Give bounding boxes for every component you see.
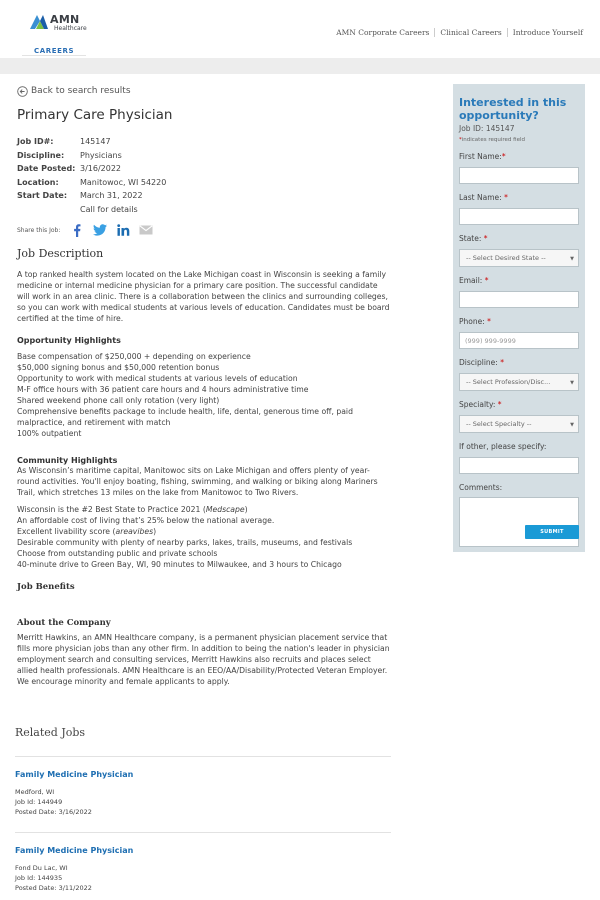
state-select-value: -- Select Desired State -- bbox=[466, 254, 546, 262]
job-description-heading: Job Description bbox=[17, 247, 104, 260]
required-star: * bbox=[459, 137, 462, 143]
date-posted-label: Date Posted: bbox=[17, 164, 76, 173]
opportunity-highlights-list bbox=[17, 351, 392, 439]
job-title: Primary Care Physician bbox=[17, 107, 173, 123]
state-label bbox=[459, 234, 579, 244]
comments-label: Comments: bbox=[459, 483, 503, 492]
form-title: Interested in this opportunity? bbox=[459, 96, 567, 122]
phone-label-text: Phone: bbox=[459, 317, 485, 326]
related-job-card bbox=[15, 832, 391, 893]
submit-button[interactable]: SUBMIT bbox=[525, 525, 579, 539]
required-star: * bbox=[504, 193, 508, 202]
livability-text: Excellent livability score ( bbox=[17, 527, 116, 536]
related-jobs bbox=[15, 726, 391, 893]
back-arrow-icon bbox=[17, 86, 28, 97]
amn-logo-mark-icon bbox=[28, 13, 50, 31]
date-posted-value: 3/16/2022 bbox=[80, 164, 122, 173]
last-name-label bbox=[459, 193, 579, 203]
chevron-down-icon: ▼ bbox=[570, 422, 574, 428]
job-meta bbox=[17, 135, 392, 216]
community-intro: As Wisconsin’s maritime capital, Manitowoc sits on Lake Michigan and offers plenty of year-round activities. You'll enjoy boating, fishing, swimming, and walking or biking along Mariners Trail, which stretches 13 miles on the lake from Manitowoc to Two Rivers. bbox=[17, 466, 378, 497]
nav-corporate-careers[interactable]: AMN Corporate Careers bbox=[336, 28, 430, 37]
facebook-icon[interactable] bbox=[70, 223, 84, 237]
email-label bbox=[459, 276, 579, 286]
discipline-form-label bbox=[459, 358, 579, 368]
community-highlights-heading: Community Highlights bbox=[17, 456, 118, 465]
linkedin-icon[interactable] bbox=[116, 223, 130, 237]
logo-name: AMN bbox=[50, 13, 80, 26]
job-meta-row bbox=[17, 135, 392, 149]
start-date-value: March 31, 2022 bbox=[80, 191, 143, 200]
list-item: Choose from outstanding public and private schools bbox=[17, 549, 218, 558]
nav-introduce-yourself[interactable]: Introduce Yourself bbox=[507, 28, 588, 37]
list-item: Comprehensive benefits package to include health, life, dental, generous time off, paid malpractice, and retirement with match bbox=[17, 407, 353, 427]
required-star: * bbox=[484, 276, 489, 285]
twitter-icon[interactable] bbox=[93, 223, 107, 237]
related-job-meta bbox=[15, 863, 391, 893]
last-name-field[interactable] bbox=[459, 208, 579, 225]
required-star: * bbox=[483, 234, 488, 243]
header-divider-band bbox=[0, 58, 600, 74]
amn-careers-logo[interactable] bbox=[22, 10, 86, 56]
required-star: * bbox=[497, 400, 502, 409]
comments-textarea[interactable] bbox=[459, 497, 579, 547]
discipline-select-value: -- Select Profession/Disc... bbox=[466, 378, 551, 386]
logo-careers-label: CAREERS bbox=[34, 47, 75, 55]
form-job-id: Job ID: 145147 bbox=[459, 124, 515, 133]
other-specify-label: If other, please specify: bbox=[459, 442, 547, 451]
job-meta-row bbox=[17, 176, 392, 190]
discipline-label: Discipline: bbox=[17, 150, 65, 160]
email-field[interactable] bbox=[459, 291, 579, 308]
list-item: 40-minute drive to Green Bay, WI, 90 minutes to Milwaukee, and 3 hours to Chicago bbox=[17, 560, 342, 569]
related-job-location: Fond Du Lac, WI bbox=[15, 864, 68, 872]
about-company-text: Merritt Hawkins, an AMN Healthcare company, is a permanent physician placement service that fills more physician jobs than any other firm. In addition to being the nation's leader in physician employment search and consulting services, Merritt Hawkins also recruits and places select allied health professionals. AMN Healthcare is an EEO/AA/Disability/Protected Veteran Employer. We encourage minority and female applicants to apply. bbox=[17, 633, 390, 686]
job-details bbox=[17, 84, 392, 687]
required-star: * bbox=[500, 358, 504, 367]
best-state-source: Medscape bbox=[205, 505, 245, 514]
required-note-text: indicates required field bbox=[461, 137, 525, 143]
list-item: $50,000 signing bonus and $50,000 retention bonus bbox=[17, 363, 220, 372]
related-job-title-link[interactable]: Family Medicine Physician bbox=[15, 846, 134, 855]
state-label-text: State: bbox=[459, 234, 482, 243]
job-id-label: Job ID#: bbox=[17, 137, 54, 146]
required-note bbox=[459, 137, 579, 143]
related-job-card bbox=[15, 756, 391, 832]
discipline-form-label-text: Discipline: bbox=[459, 358, 498, 367]
related-job-location: Medford, WI bbox=[15, 788, 55, 796]
required-star: * bbox=[501, 152, 506, 161]
job-meta-row bbox=[17, 189, 392, 203]
call-details-spacer bbox=[17, 203, 80, 217]
state-select[interactable] bbox=[459, 249, 579, 267]
list-item bbox=[17, 504, 392, 515]
list-item: Shared weekend phone call only rotation (very light) bbox=[17, 396, 220, 405]
location-label: Location: bbox=[17, 177, 59, 187]
community-highlights-list bbox=[17, 504, 392, 570]
job-benefits-heading: Job Benefits bbox=[17, 582, 75, 592]
related-job-posted: Posted Date: 3/16/2022 bbox=[15, 808, 92, 816]
job-meta-row bbox=[17, 203, 392, 217]
share-label: Share this Job: bbox=[17, 226, 61, 234]
chevron-down-icon: ▼ bbox=[570, 256, 574, 262]
phone-label bbox=[459, 317, 579, 327]
required-star: * bbox=[487, 317, 491, 326]
other-specify-field[interactable] bbox=[459, 457, 579, 474]
first-name-field[interactable] bbox=[459, 167, 579, 184]
discipline-value: Physicians bbox=[80, 150, 122, 160]
share-bar bbox=[17, 222, 392, 238]
job-meta-row bbox=[17, 149, 392, 163]
chevron-down-icon: ▼ bbox=[570, 380, 574, 386]
discipline-select[interactable] bbox=[459, 373, 579, 391]
related-job-id: Job Id: 144935 bbox=[15, 874, 63, 882]
about-company-heading: About the Company bbox=[17, 618, 111, 628]
specialty-select-value: -- Select Specialty -- bbox=[466, 420, 532, 428]
specialty-select[interactable] bbox=[459, 415, 579, 433]
list-item: Base compensation of $250,000 + depending on experience bbox=[17, 352, 251, 361]
start-date-label: Start Date: bbox=[17, 191, 68, 200]
livability-source: areavibes bbox=[115, 527, 154, 536]
related-job-posted: Posted Date: 3/11/2022 bbox=[15, 884, 92, 892]
back-link-label: Back to search results bbox=[31, 86, 131, 96]
list-item: An affordable cost of living that’s 25% below the national average. bbox=[17, 516, 275, 525]
related-job-title-link[interactable]: Family Medicine Physician bbox=[15, 770, 134, 779]
related-job-meta bbox=[15, 787, 391, 817]
last-name-label-text: Last Name: bbox=[459, 193, 502, 202]
logo-subtitle: Healthcare bbox=[54, 25, 87, 32]
nav-clinical-careers[interactable]: Clinical Careers bbox=[434, 28, 506, 37]
first-name-label bbox=[459, 152, 579, 162]
list-item: Desirable community with plenty of nearby parks, lakes, trails, museums, and festivals bbox=[17, 538, 353, 547]
related-job-id: Job Id: 144949 bbox=[15, 798, 63, 806]
job-id-value: 145147 bbox=[80, 137, 111, 146]
email-icon[interactable] bbox=[139, 223, 153, 237]
call-for-details: Call for details bbox=[80, 204, 138, 214]
location-value: Manitowoc, WI 54220 bbox=[80, 177, 167, 187]
related-jobs-heading: Related Jobs bbox=[15, 726, 86, 739]
livability-close: ) bbox=[153, 527, 157, 536]
first-name-label-text: First Name: bbox=[459, 152, 502, 161]
list-item bbox=[17, 526, 392, 537]
top-nav bbox=[331, 28, 588, 37]
list-item: M-F office hours with 36 patient care hours and 4 hours administrative time bbox=[17, 385, 309, 394]
opportunity-highlights-heading: Opportunity Highlights bbox=[17, 336, 121, 345]
back-to-search-link[interactable] bbox=[17, 84, 392, 98]
phone-placeholder: (999) 999-9999 bbox=[465, 337, 516, 345]
job-meta-row bbox=[17, 162, 392, 176]
apply-form bbox=[453, 84, 585, 552]
list-item: Opportunity to work with medical students at various levels of education bbox=[17, 374, 298, 383]
specialty-label-text: Specialty: bbox=[459, 400, 496, 409]
site-header bbox=[0, 0, 600, 58]
best-state-close: ) bbox=[244, 505, 248, 514]
specialty-label bbox=[459, 400, 579, 410]
job-description-intro: A top ranked health system located on the Lake Michigan coast in Wisconsin is seeking a family medicine or internal medicine physician for a primary care position. The successful candidate will work in an area clinic. There is a collaboration between the clinics and surrounding colleges, so you can work with medical students at various levels of education. Candidates must be board certified at the time of hire. bbox=[17, 270, 390, 323]
list-item: 100% outpatient bbox=[17, 429, 82, 438]
best-state-text: Wisconsin is the #2 Best State to Practice 2021 ( bbox=[17, 505, 206, 514]
email-label-text: Email: bbox=[459, 276, 483, 285]
phone-field[interactable] bbox=[459, 332, 579, 349]
